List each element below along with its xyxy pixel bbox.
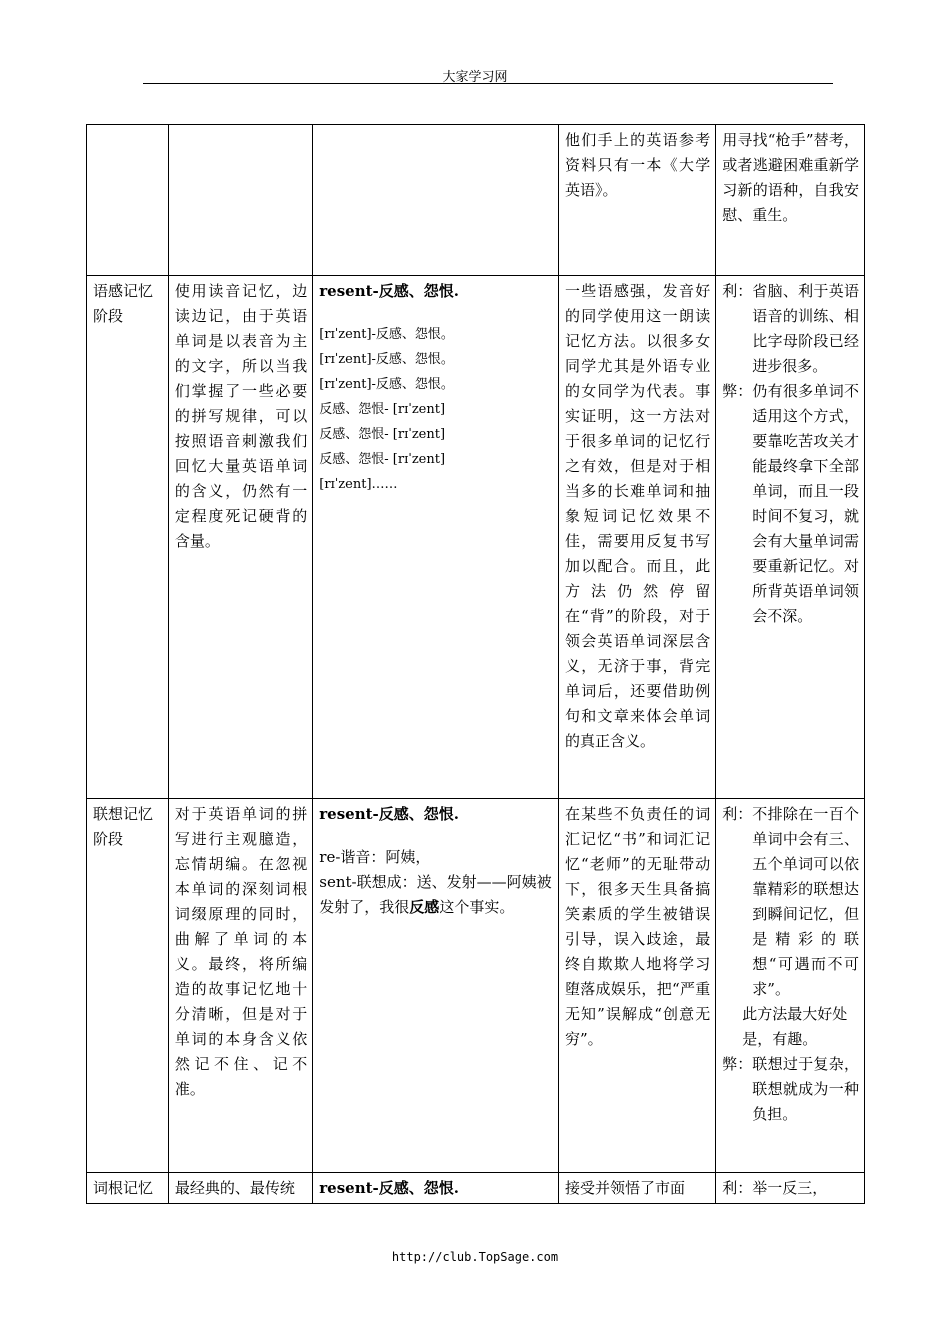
cons-label: 弊： [722, 382, 753, 400]
group-cell: 一些语感强，发音好的同学使用这一朗读记忆方法。以很多女同学尤其是外语专业的女同学为代表。事实证明，这一方法对于很多单词的记忆行之有效，但是对于相当多的长难单词和抽象短词记忆效果不佳，需要用反复书写加以配合。而且，此方法仍然停留在“背”的阶段，对于领会英语单词深层含义，无济于事，背完单词后，还要借助例句和文章来体会单词的真正含义。 [558, 276, 715, 799]
pros-label: 利： [722, 805, 753, 823]
pros-label: 利： [722, 1179, 753, 1197]
example-line: re-谐音：阿姨， [319, 848, 431, 866]
group-cell: 接受并领悟了市面 [558, 1173, 715, 1204]
pros-label: 利： [722, 282, 753, 300]
example-title: resent-反感、怨恨. [313, 1173, 559, 1204]
cons-item [722, 379, 859, 629]
example-line: 反感、怨恨- [rɪˈzent] [319, 402, 446, 417]
footer-url: http://club.TopSage.com [391, 1250, 559, 1264]
evaluation-cell [716, 1173, 865, 1204]
pros-item [722, 802, 859, 1002]
evaluation-cell [716, 799, 865, 1173]
evaluation-cell [716, 276, 865, 799]
example-cell [313, 125, 559, 276]
table-row [87, 1173, 865, 1204]
method-cell: 最经典的、最传统 [168, 1173, 312, 1204]
example-text: 这个事实。 [439, 898, 515, 916]
cons-text: 联想过于复杂，联想就成为一种负担。 [752, 1055, 859, 1123]
example-cell [313, 799, 559, 1173]
stage-cell: 联想记忆阶段 [87, 799, 169, 1173]
example-line: 反感、怨恨- [rɪˈzent] [319, 427, 446, 442]
example-line: 反感、怨恨- [rɪˈzent] [319, 452, 446, 467]
group-cell: 在某些不负责任的词汇记忆“书”和词汇记忆“老师”的无耻带动下，很多天生具备搞笑素质的学生被错误引导，误入歧途，最终自欺欺人地将学习堕落成娱乐，把“严重无知”误解成“创意无穷”。 [558, 799, 715, 1173]
evaluation-cell: 用寻找“枪手”替考，或者逃避困难重新学习新的语种，自我安慰、重生。 [716, 125, 865, 276]
comparison-table [86, 124, 865, 1204]
pros-item [722, 1176, 859, 1201]
pros-text: 举一反三， [752, 1179, 828, 1197]
cons-label: 弊： [722, 1055, 753, 1073]
pros-text: 不排除在一百个单词中会有三、五个单词可以依靠精彩的联想达到瞬间记忆，但是精彩的联想“可遇而不可求”。 [752, 805, 859, 998]
example-line: [rɪˈzent]…… [319, 477, 398, 492]
method-cell [168, 125, 312, 276]
example-emphasis: 反感 [409, 898, 440, 916]
example-line: [rɪˈzent]-反感、怨恨。 [319, 327, 454, 342]
example-line: [rɪˈzent]-反感、怨恨。 [319, 377, 454, 392]
header-divider [143, 83, 833, 84]
example-text: sent-联想成：送、发射——阿姨被发射了，我很 [319, 873, 552, 916]
table-row [87, 799, 865, 1173]
method-cell: 对于英语单词的拼写进行主观臆造，忘情胡编。在忽视本单词的深刻词根词缀原理的同时，曲解了单词的本义。最终，将所编造的故事记忆地十分清晰，但是对于单词的本身含义依然记不住、记不准。 [168, 799, 312, 1173]
page-header-title: 大家学习网 [442, 70, 508, 85]
cons-item [722, 1052, 859, 1127]
group-cell: 他们手上的英语参考资料只有一本《大学英语》。 [558, 125, 715, 276]
stage-cell [87, 125, 169, 276]
example-title: resent-反感、怨恨. [319, 805, 459, 823]
cons-text: 仍有很多单词不适用这个方式，要靠吃苦攻关才能最终拿下全部单词，而且一段时间不复习，就会有大量单词需要重新记忆。对所背英语单词领会不深。 [752, 382, 859, 625]
example-line [319, 870, 553, 920]
table-row [87, 125, 865, 276]
pros-text: 省脑、利于英语语音的训练、相比字母阶段已经进步很多。 [752, 282, 859, 375]
method-cell: 使用读音记忆，边读边记，由于英语单词是以表音为主的文字，所以当我们掌握了一些必要的拼写规律，可以按照语音刺激我们回忆大量英语单词的含义，仍然有一定程度死记硬背的含量。 [168, 276, 312, 799]
table-row [87, 276, 865, 799]
example-line: [rɪˈzent]-反感、怨恨。 [319, 352, 454, 367]
pros-item [722, 279, 859, 379]
stage-cell: 语感记忆阶段 [87, 276, 169, 799]
stage-cell: 词根记忆 [87, 1173, 169, 1204]
example-cell [313, 276, 559, 799]
pros-extra: 此方法最大好处是，有趣。 [742, 1005, 848, 1048]
example-title: resent-反感、怨恨. [319, 282, 459, 300]
